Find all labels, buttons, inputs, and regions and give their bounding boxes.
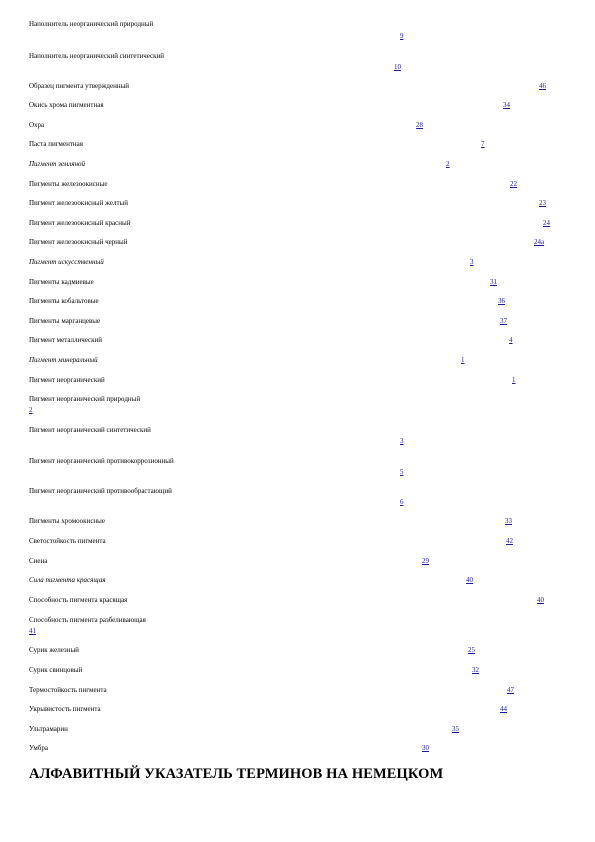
- entry-number-link[interactable]: 7: [481, 140, 485, 148]
- entry-term: Светостойкость пигмента: [29, 537, 106, 545]
- entry-term: Пигмент неорганический противообрастающий: [29, 487, 172, 495]
- entry-number-link[interactable]: 10: [394, 63, 401, 71]
- index-entry: [29, 456, 595, 476]
- entry-number-link[interactable]: 2: [29, 406, 33, 414]
- index-entry: [29, 277, 595, 291]
- entry-term: Образец пигмента утвержденный: [29, 82, 130, 90]
- entry-term: Окись хрома пигментная: [29, 101, 104, 109]
- entry-number-link[interactable]: 2: [446, 160, 450, 168]
- index-entry: [29, 536, 595, 550]
- entry-term: Пигменты марганцевые: [29, 317, 101, 325]
- entry-number-link[interactable]: 25: [468, 646, 475, 654]
- entry-term: Пигменты железоокисные: [29, 180, 108, 188]
- entry-number-link[interactable]: 23: [539, 199, 546, 207]
- entry-term: Пигмент земляной: [29, 160, 86, 168]
- entry-term: Пигменты хромоокисные: [29, 517, 105, 525]
- entry-number-link[interactable]: 28: [416, 121, 423, 129]
- entry-number-link[interactable]: 40: [537, 596, 544, 604]
- section-heading: АЛФАВИТНЫЙ УКАЗАТЕЛЬ ТЕРМИНОВ НА НЕМЕЦКОМ: [29, 766, 444, 782]
- entry-number-link[interactable]: 34: [503, 101, 510, 109]
- index-entry: [29, 198, 595, 212]
- index-entry: [29, 486, 595, 506]
- index-entry: [29, 237, 595, 251]
- entry-term: Способность пигмента красящая: [29, 596, 128, 604]
- index-entry: [29, 375, 595, 389]
- entry-number-link[interactable]: 46: [539, 82, 546, 90]
- entry-number-link[interactable]: 6: [400, 498, 404, 506]
- entry-term: Паста пигментная: [29, 140, 83, 148]
- entry-number-link[interactable]: 37: [500, 317, 507, 325]
- entry-term: Пигмент неорганический противокоррозионный: [29, 457, 174, 465]
- index-entry: [29, 516, 595, 530]
- entry-number-link[interactable]: 33: [505, 517, 512, 525]
- entry-number-link[interactable]: 41: [29, 627, 36, 635]
- entry-number-link[interactable]: 1: [512, 376, 516, 384]
- entry-term: Пигмент искусственный: [29, 258, 104, 266]
- entry-term: Термостойкость пигмента: [29, 686, 107, 694]
- index-entry: [29, 120, 595, 134]
- index-entry: [29, 355, 595, 369]
- index-entry: [29, 316, 595, 330]
- entry-term: Пигмент железоокисный желтый: [29, 199, 128, 207]
- entry-term: Пигмент железоокисный красный: [29, 219, 131, 227]
- entry-number-link[interactable]: 35: [452, 725, 459, 733]
- entry-term: Пигмент железоокисный черный: [29, 238, 128, 246]
- entry-term: Пигмент неорганический: [29, 376, 105, 384]
- index-entry: [29, 394, 595, 414]
- entry-number-link[interactable]: 3: [400, 437, 404, 445]
- entry-term: Наполнитель неорганический синтетический: [29, 52, 165, 60]
- index-entry: [29, 615, 595, 635]
- index-entry: [29, 51, 595, 71]
- index-entry: [29, 19, 595, 40]
- index-entry: [29, 139, 595, 153]
- index-entry: [29, 257, 595, 271]
- index-entry: [29, 595, 595, 609]
- index-entry: [29, 556, 595, 570]
- index-entry: [29, 296, 595, 310]
- entry-number-link[interactable]: 30: [422, 744, 429, 752]
- entry-number-link[interactable]: 36: [498, 297, 505, 305]
- entry-term: Пигмент неорганический природный: [29, 395, 141, 403]
- entry-number-link[interactable]: 47: [507, 686, 514, 694]
- index-entry: [29, 159, 595, 173]
- entry-number-link[interactable]: 22: [510, 180, 517, 188]
- entry-term: Укрывистость пигмента: [29, 705, 101, 713]
- entry-term: Наполнитель неорганический природный: [29, 20, 154, 28]
- index-entry: [29, 665, 595, 679]
- index-entry: [29, 81, 595, 95]
- index-entry: [29, 743, 595, 757]
- entry-number-link[interactable]: 42: [506, 537, 513, 545]
- entry-term: Пигменты кадмиевые: [29, 278, 94, 286]
- index-entry: [29, 704, 595, 718]
- entry-term: Способность пигмента разбеливающая: [29, 616, 146, 624]
- entry-term: Ультрамарин: [29, 725, 68, 733]
- index-entry: [29, 645, 595, 659]
- entry-number-link[interactable]: 3: [470, 258, 474, 266]
- entry-number-link[interactable]: 5: [400, 468, 404, 476]
- entry-number-link[interactable]: 40: [466, 576, 473, 584]
- entry-term: Сурик свинцовый: [29, 666, 83, 674]
- entry-term: Пигмент металлический: [29, 336, 103, 344]
- entry-term: Пигменты кобальтовые: [29, 297, 99, 305]
- entry-term: Сурик железный: [29, 646, 79, 654]
- entry-term: Пигмент минеральный: [29, 356, 98, 364]
- entry-number-link[interactable]: 32: [472, 666, 479, 674]
- entry-number-link[interactable]: 24: [543, 219, 550, 227]
- entry-term: Охра: [29, 121, 45, 129]
- entry-term: Сила пигмента красящая: [29, 576, 106, 584]
- entry-number-link[interactable]: 4: [509, 336, 513, 344]
- entry-number-link[interactable]: 1: [461, 356, 465, 364]
- index-entry: [29, 724, 595, 738]
- index-entry: [29, 575, 595, 589]
- index-entry: [29, 685, 595, 699]
- index-entry: [29, 100, 595, 114]
- entry-term: Сиена: [29, 557, 48, 565]
- entry-number-link[interactable]: 24а: [534, 238, 545, 246]
- entry-number-link[interactable]: 31: [490, 278, 497, 286]
- index-entry: [29, 179, 595, 193]
- entry-term: Пигмент неорганический синтетический: [29, 426, 151, 434]
- index-entry: [29, 425, 595, 445]
- index-entry: [29, 335, 595, 349]
- entry-number-link[interactable]: 9: [400, 32, 404, 40]
- entry-term: Умбра: [29, 744, 48, 752]
- index-entry: [29, 218, 595, 232]
- entry-number-link[interactable]: 29: [422, 557, 429, 565]
- entry-number-link[interactable]: 44: [500, 705, 507, 713]
